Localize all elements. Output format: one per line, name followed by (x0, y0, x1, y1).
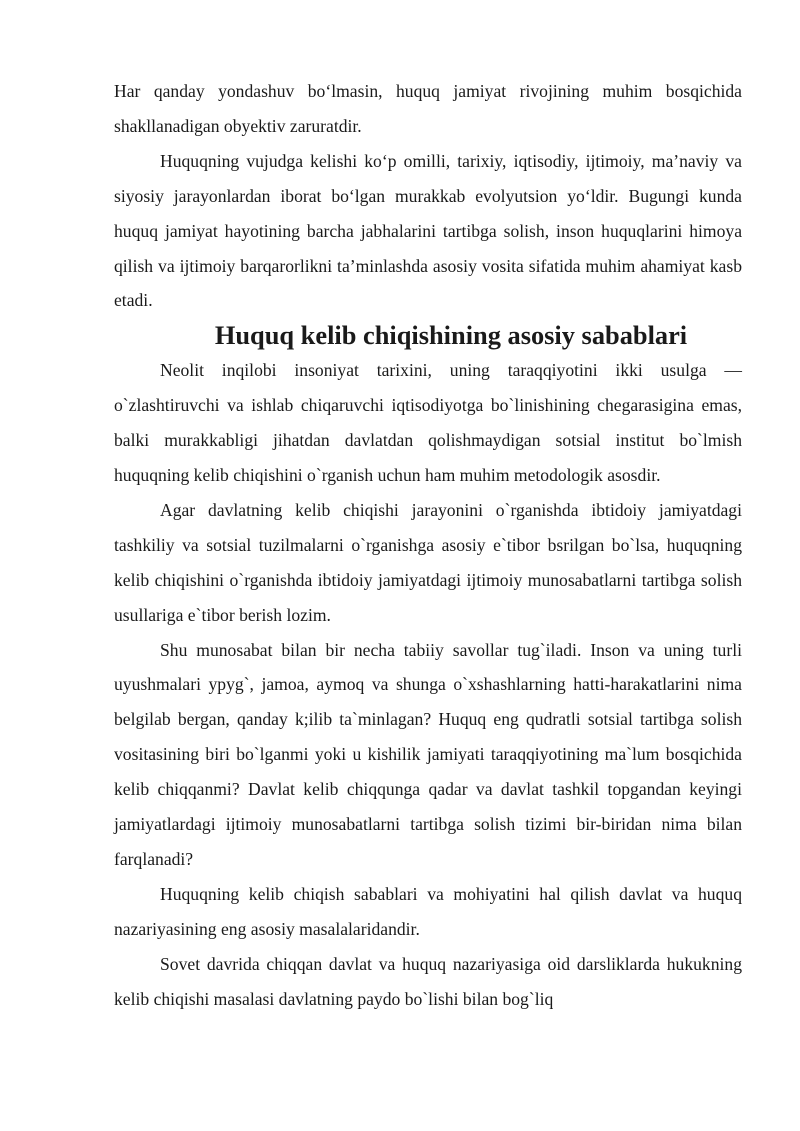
paragraph-state-origin: Agar davlatning kelib chiqishi jarayonini o`rganishda ibtidoiy jamiyatdagi tashkiliy va sotsial tuzilmalarni o`rganishga asosiy e`tibor bsrilgan bo`lsa, huquqning kelib chiqishini o`rganishda ibtidoiy jamiyatdagi ijtimoiy munosabatlarni tartibga solish usullariga e`tibor berish lozim. (114, 499, 742, 625)
section-heading: Huquq kelib chiqishining asosiy sabablari (214, 320, 688, 351)
paragraph-intro: Har qanday yondashuv bo‘lmasin, huquq jamiyat rivojining muhim bosqichida shakllanadigan obyektiv zaruratdir. (114, 81, 742, 136)
paragraph-neolithic: Neolit inqilobi insoniyat tarixini, uning taraqqiyotini ikki usulga — o`zlashtiruvchi va ishlab chiqaruvchi iqtisodiyotga bo`linishining chegarasigina emas, balki murakkabligi jihatdan davlatdan qolishmaydigan sotsial institut bo`lmish huquqning kelib chiqishini o`rganish uchun ham muhim metodologik asosdir. (114, 360, 742, 485)
document-page (114, 74, 742, 1016)
paragraph-questions: Shu munosabat bilan bir necha tabiiy savollar tug`iladi. Inson va uning turli uyushmalari ypyg`, jamoa, aymoq va shunga o`xshashlarning hatti-harakatlarini nima belgilab bergan, qanday k;ilib ta`minlagan? Huquq eng qudratli sotsial tartibga solish vositasining biri bo`lganmi yoki u kishilik jamiyati taraqqiyotining ma`lum bosqichida kelib chiqqanmi? Davlat kelib chiqqunga qadar va davlat tashkil topgandan keyingi jamiyatlardagi ijtimoiy munosabatlarni tartibga solish tizimi bir-biridan nima bilan farqlanadi? (114, 639, 742, 869)
paragraph-soviet: Sovet davrida chiqqan davlat va huquq nazariyasiga oid darsliklarda hukukning kelib chiqishi masalasi davlatning paydo bo`lishi bilan bog`liq (114, 953, 742, 1009)
paragraph-evolution: Huquqning vujudga kelishi ko‘p omilli, tarixiy, iqtisodiy, ijtimoiy, ma’naviy va siyosiy jarayonlardan iborat bo‘lgan murakkab evolyutsion yo‘ldir. Bugungi kunda huquq jamiyat hayotining barcha jabhalarini tartibga solish, inson huquqlarini himoya qilish va ijtimoiy barqarorlikni ta’minlashda asosiy vosita sifatida muhim ahamiyat kasb etadi. (114, 150, 742, 311)
paragraph-causes: Huquqning kelib chiqish sabablari va mohiyatini hal qilish davlat va huquq nazariyasining eng asosiy masalalaridandir. (114, 883, 742, 939)
